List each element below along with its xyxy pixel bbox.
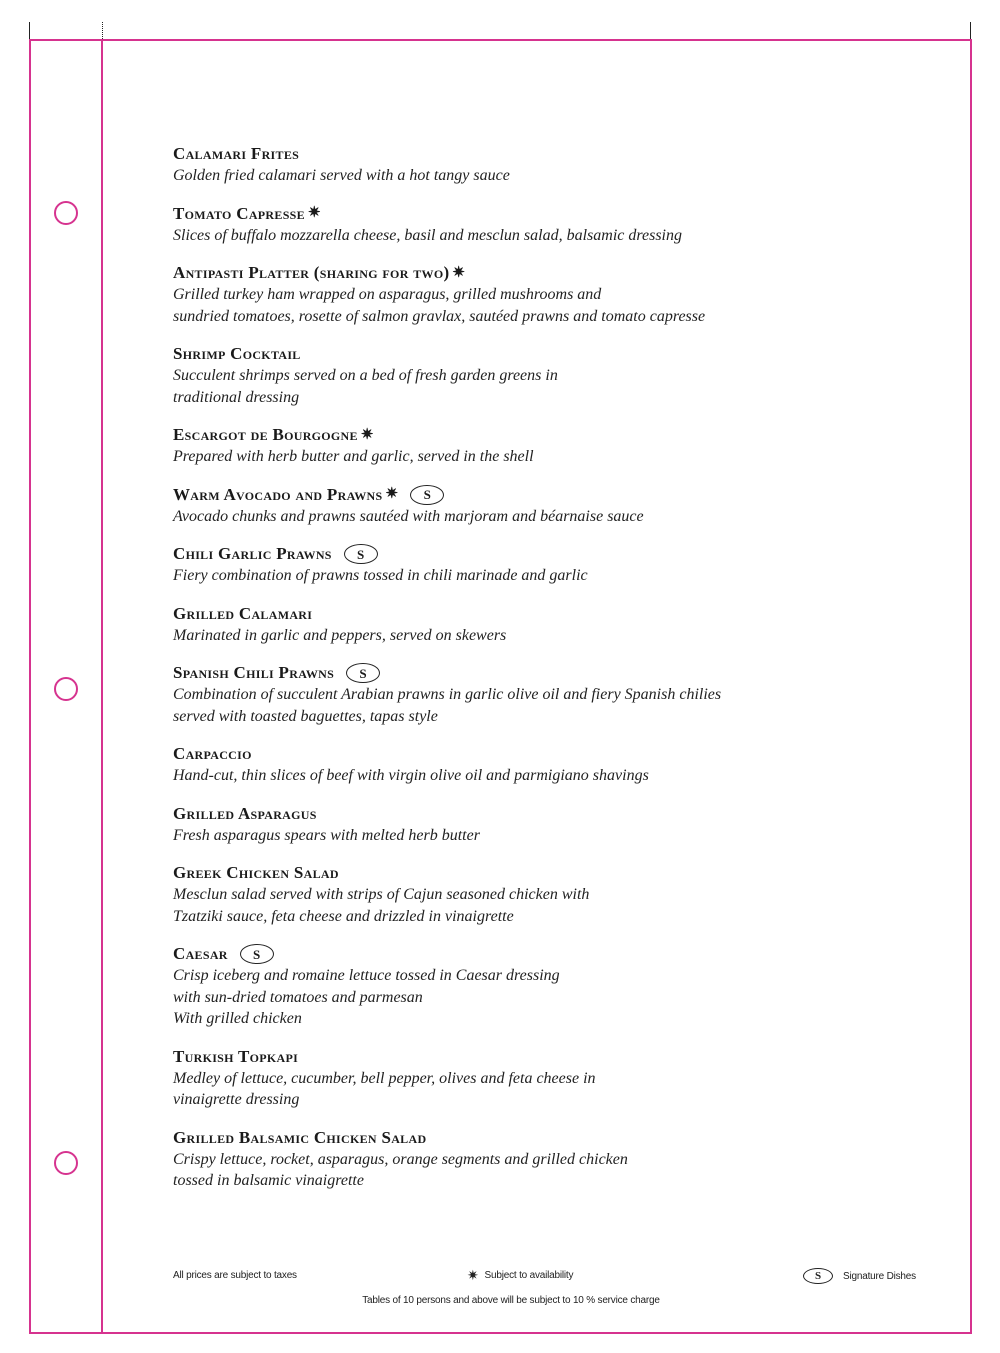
menu-item [173,1127,933,1192]
dish-description: vinaigrette dressing [173,1091,300,1108]
dish-description: tossed in balsamic vinaigrette [173,1172,364,1189]
dish-name-text: Warm Avocado and Prawns [173,484,383,504]
dish-description: Combination of succulent Arabian prawns in garlic olive oil and fiery Spanish chilies [173,686,722,703]
menu-item [173,862,933,927]
signature-s-badge-icon: S [344,544,378,564]
dish-name-text: Grilled Asparagus [173,803,317,823]
dish-description: Tzatziki sauce, feta cheese and drizzled in vinaigrette [173,907,514,925]
dish-name-text: Calamari Frites [173,144,300,163]
page-frame-left [29,39,31,1334]
dish-name-text: Tomato Capresse [173,203,305,223]
availability-legend [467,1268,573,1282]
asterisk-star-icon: ✷ [360,426,374,443]
page-frame-bottom [29,1332,972,1334]
dish-description: sundried tomatoes, rosette of salmon gravlax, sautéed prawns and tomato capresse [173,307,706,325]
dish-description: Golden fried calamari served with a hot tangy sauce [173,167,510,184]
dish-description: Prepared with herb butter and garlic, served in the shell [173,448,534,465]
menu-item [173,662,933,727]
crop-mark-right [970,22,971,39]
dish-name-text: Shrimp Cocktail [173,344,301,363]
dish-description: Hand-cut, thin slices of beef with virgin olive oil and parmigiano shavings [173,767,649,784]
dish-name [173,662,933,684]
signature-s-badge-icon: S [240,944,274,964]
dish-name-text: Spanish Chili Prawns [173,663,335,682]
crop-mark-left [29,22,30,39]
signature-label: Signature Dishes [843,1270,916,1282]
page-frame-top [29,39,972,41]
dish-name [173,803,933,825]
dish-name [173,203,933,225]
dish-description: Fiery combination of prawns tossed in chili marinade and garlic [173,567,588,584]
dish-description: With grilled chicken [173,1010,302,1027]
dish-name [173,603,933,625]
menu-item [173,743,933,787]
asterisk-star-icon: ✷ [385,486,399,502]
dish-name-text: Grilled Calamari [173,603,313,623]
binder-hole-bottom [54,1151,78,1175]
signature-legend [803,1268,916,1284]
dish-name-text: Carpaccio [173,744,252,763]
dish-name-text: Caesar [173,944,228,963]
menu-item [173,262,933,327]
availability-label: Subject to availability [484,1269,574,1281]
dish-name-text: Grilled Balsamic Chicken Salad [173,1127,427,1147]
dish-description: Mesclun salad served with strips of Cajun seasoned chicken with [173,886,590,903]
dish-name [173,484,933,506]
menu-item [173,803,933,847]
dish-description: Succulent shrimps served on a bed of fresh garden greens in [173,367,558,384]
menu-item [173,343,933,408]
dish-name [173,1127,933,1149]
dish-description: Medley of lettuce, cucumber, bell pepper, olives and feta cheese in [173,1069,596,1087]
dish-name-text: Turkish Topkapi [173,1046,299,1066]
dish-name [173,943,933,965]
dish-description: Crispy lettuce, rocket, asparagus, orange segments and grilled chicken [173,1150,628,1168]
menu-item [173,424,933,468]
signature-s-badge-icon: S [346,663,380,683]
dish-description: Fresh asparagus spears with melted herb butter [173,826,480,844]
asterisk-star-icon: ✷ [467,1267,479,1283]
signature-s-badge-icon: S [803,1268,833,1284]
asterisk-star-icon: ✷ [452,264,466,281]
dish-name [173,343,933,365]
signature-s-badge-icon: S [410,485,444,505]
page-frame-right [970,39,972,1334]
asterisk-star-icon: ✷ [307,205,321,221]
dish-name [173,424,933,446]
menu-item [173,943,933,1030]
menu-item [173,543,933,587]
dish-description: Slices of buffalo mozzarella cheese, basil and mesclun salad, balsamic dressing [173,226,682,244]
taxes-note: All prices are subject to taxes [173,1270,297,1281]
dish-name [173,262,933,284]
menu-item [173,484,933,528]
menu-item [173,603,933,647]
dish-name [173,1046,933,1068]
dish-description: Marinated in garlic and peppers, served on skewers [173,626,507,644]
dish-name-text: Antipasti Platter (sharing for two) [173,263,450,282]
binder-hole-top [54,201,78,225]
menu-item [173,143,933,187]
dish-name [173,743,933,765]
menu-item [173,1046,933,1111]
dish-name-text: Greek Chicken Salad [173,863,339,882]
crop-mark-margin [102,22,104,39]
dish-name [173,862,933,884]
dish-description: Avocado chunks and prawns sautéed with marjoram and béarnaise sauce [173,507,644,525]
dish-description: with sun-dried tomatoes and parmesan [173,988,423,1006]
dish-description: Crisp iceberg and romaine lettuce tossed in Caesar dressing [173,967,560,984]
dish-name [173,143,933,165]
dish-name [173,543,933,565]
binding-margin-rule [101,39,103,1334]
dish-description: served with toasted baguettes, tapas style [173,707,438,725]
binder-hole-middle [54,677,78,701]
dish-name-text: Escargot de Bourgogne [173,425,358,444]
dish-description: Grilled turkey ham wrapped on asparagus, grilled mushrooms and [173,286,602,303]
menu-list [173,143,933,1208]
service-charge-note: Tables of 10 persons and above will be subject to 10 % service charge [362,1295,660,1306]
menu-item [173,203,933,247]
dish-name-text: Chili Garlic Prawns [173,544,332,563]
dish-description: traditional dressing [173,388,300,406]
